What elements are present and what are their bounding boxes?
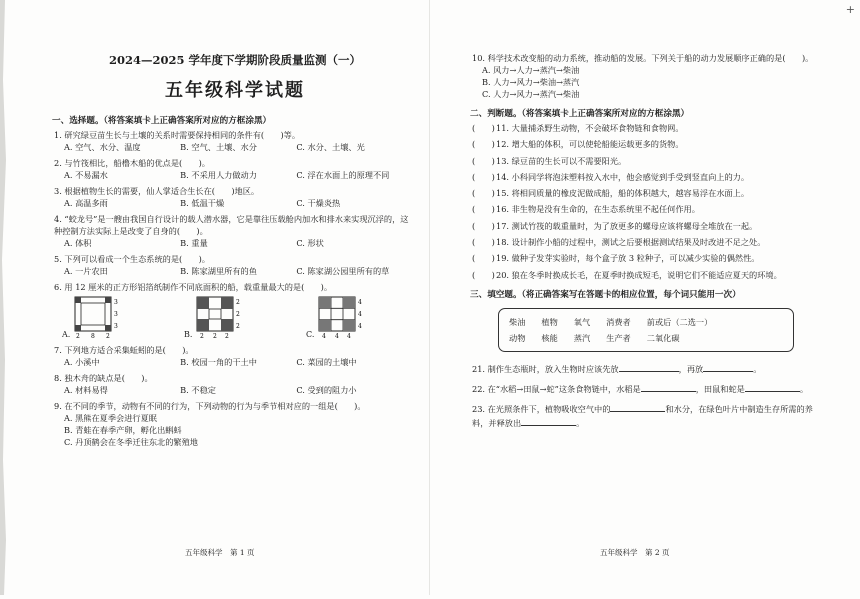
section-heading: 一、选择题。（将答案填卡上正确答案所对应的方框涂黑）	[52, 116, 272, 126]
dim-label: 8	[91, 333, 96, 339]
option: C. 陈家湖公园里所有的草	[296, 266, 390, 276]
option: A. 材料易得	[64, 385, 108, 395]
word-bank-row	[509, 314, 783, 330]
question: 6. 用 12 厘米的正方形铝箔纸制作不同底面积的船，载重量最大的是( )。 A. 3 3 3 2 8 2 B. 2 2 2 2 2 2 C. 4 4 4 4 4 4	[54, 281, 416, 339]
dim-label: 4	[322, 333, 327, 339]
page-1	[0, 0, 430, 595]
word: 柴油	[509, 316, 526, 327]
judgment-item: ( ) 14. 小科同学将泡沫塑料按入水中，他会感觉到手受到竖直向上的力。	[472, 171, 750, 182]
question: 7. 下列地方适合采集蚯蚓的是( )。 A. 小溪中 B. 校园一角的干土中 C. 菜园的土壤中	[54, 344, 416, 368]
option: B. 青蛙在春季产卵，孵化出蝌蚪	[64, 425, 182, 435]
judgment-item: ( ) 17. 测试竹筏的载重量时，为了放更多的螺母应该将螺母全堆放在一起。	[472, 220, 758, 231]
dim-label: 4	[358, 299, 363, 306]
dim-label: 2	[236, 323, 241, 330]
option: B. 空气、土壤、水分	[180, 142, 257, 152]
dim-label: 4	[335, 333, 340, 339]
question: 8. 独木舟的缺点是( )。 A. 材料易得 B. 不稳定 C. 受到的阻力小	[54, 372, 416, 396]
section-heading: 三、填空题。（将正确答案写在答题卡的相应位置，每个词只能用一次）	[470, 289, 741, 300]
option: A. 风力→人力→蒸汽→柴油	[482, 65, 580, 75]
question: 3. 根据植物生长的需要，仙人掌适合生长在( )地区。 A. 高温多雨 B. 低温干燥 C. 干燥炎热	[54, 185, 416, 209]
figure-c: C. 4 4 4 4 4 4	[306, 295, 414, 339]
dim-label: 3	[114, 311, 119, 318]
question: 10. 科学技术改变船的动力系统，推动船的发展。下列关于船的动力发展顺序正确的是( )。 A. 风力→人力→蒸汽→柴油 B. 人力→风力→柴油→蒸汽 C. 人力→风力→蒸汽→柴油	[472, 52, 820, 100]
dim-label: 2	[76, 333, 81, 339]
figure-b: B. 2 2 2 2 2 2	[184, 295, 292, 339]
dim-label: 4	[358, 311, 363, 318]
word: 氧气	[573, 316, 591, 327]
option: B. 不采用人力做动力	[180, 170, 257, 180]
question: 9. 在不同的季节，动物有不同的行为，下列动物的行为与季节相对应的一组是( )。 A. 黑熊在夏季会进行夏眠 B. 青蛙在春季产卵，孵化出蝌蚪 C. 丹顶鹤会在冬季迁往东北的繁殖地	[54, 400, 416, 448]
option: C. 受到的阻力小	[296, 385, 357, 395]
section-heading: 二、判断题。（将答案填卡上正确答案所对应的方框涂黑）	[470, 109, 690, 119]
option: A. 体积	[64, 238, 92, 248]
dim-label: 2	[200, 333, 205, 339]
square-foil-diagram-a	[72, 295, 134, 339]
dim-label: 2	[236, 299, 241, 306]
dim-label: 2	[225, 333, 230, 339]
question: 5. 下列可以看成一个生态系统的是( )。 A. 一片农田 B. 陈家湖里所有的鱼 C. 陈家湖公园里所有的草	[54, 253, 416, 277]
answer-blank[interactable]	[610, 402, 665, 412]
word: 蒸汽	[573, 332, 591, 343]
answer-blank[interactable]	[619, 362, 679, 372]
answer-blank[interactable]	[745, 382, 800, 392]
option: A. 黑熊在夏季会进行夏眠	[64, 413, 157, 423]
answer-blank[interactable]	[521, 416, 576, 426]
exam-header: 2024—2025 学年度下学期阶段质量监测（一）	[108, 53, 361, 67]
option: B. 低温干燥	[180, 198, 225, 208]
option: B. 陈家湖里所有的鱼	[180, 266, 257, 276]
judgment-item: ( ) 11. 大量捕杀野生动物，不会破坏食物链和食物网。	[472, 123, 684, 133]
option: C. 人力→风力→蒸汽→柴油	[482, 89, 580, 99]
word: 二氧化碳	[646, 332, 680, 343]
word: 核能	[541, 332, 558, 343]
dim-label: 2	[213, 333, 218, 339]
option: A. 不易漏水	[64, 170, 108, 180]
option: C. 菜园的土壤中	[296, 357, 357, 367]
word-bank	[498, 308, 794, 352]
dim-label: 4	[347, 333, 352, 339]
question: 1. 研究绿豆苗生长与土壤的关系时需要保持相同的条件有( )等。 A. 空气、水分、温度 B. 空气、土壤、水分 C. 水分、土壤、光	[54, 129, 416, 153]
dim-label: 2	[106, 333, 111, 339]
fill-question: 21. 制作生态瓶时，放入生物时应该先放 ，再放 。	[472, 363, 762, 374]
word: 消费者	[606, 316, 631, 327]
option: B. 重量	[180, 238, 208, 248]
square-foil-diagram-b	[194, 295, 256, 339]
answer-blank[interactable]	[703, 362, 753, 372]
figure-a: A. 3 3 3 2 8 2	[62, 295, 170, 339]
dim-label: 4	[358, 323, 363, 330]
option: A. 空气、水分、温度	[64, 142, 141, 152]
word: 植物	[541, 316, 558, 327]
exam-title: 五年级科学试题	[165, 80, 305, 101]
answer-blank[interactable]	[641, 382, 696, 392]
option: C. 水分、土壤、光	[296, 142, 365, 152]
option: B. 校园一角的干土中	[180, 357, 257, 367]
word-bank-row	[509, 330, 783, 346]
option: B. 人力→风力→柴油→蒸汽	[482, 77, 580, 87]
option: A. 高温多雨	[64, 198, 108, 208]
dim-label: 2	[236, 311, 241, 318]
plus-icon: +	[845, 3, 855, 16]
judgment-item: ( ) 15. 将相同质量的橡皮泥做成船，船的体积越大，越容易浮在水面上。	[472, 188, 750, 199]
judgment-item: ( ) 16. 非生物是没有生命的，在生态系统里不起任何作用。	[472, 204, 700, 215]
option: A. 一片农田	[64, 266, 108, 276]
option: B. 不稳定	[180, 385, 216, 395]
boat-figures	[54, 295, 416, 339]
option: A. 小溪中	[64, 357, 100, 367]
fill-question: 23. 在光照条件下，植物吸收空气中的 和水分，在绿色叶片中制造生存所需的养料，并释放出 。	[472, 403, 813, 428]
word: 前或后（二选一）	[646, 316, 713, 327]
dim-label: 3	[114, 299, 119, 306]
square-foil-diagram-c	[316, 295, 378, 339]
option: C. 干燥炎热	[296, 198, 341, 208]
word: 生产者	[606, 332, 631, 343]
option: C. 形状	[296, 238, 324, 248]
question: 4. “蛟龙号”是一艘由我国自行设计的载人潜水器，它是靠往压载舱内加水和排水来实现沉浮的，这种控制方法实际上是改变了自身的( )。 A. 体积 B. 重量 C. 形状	[54, 213, 416, 249]
word: 动物	[509, 332, 526, 343]
page-2	[430, 0, 860, 595]
judgment-item: ( ) 20. 狼在冬季时换成长毛，在夏季时换成短毛，说明它们不能适应夏天的环境。	[472, 269, 782, 280]
option: C. 丹顶鹤会在冬季迁往东北的繁殖地	[64, 437, 198, 447]
question: 2. 与竹筏相比，船橹木船的优点是( )。 A. 不易漏水 B. 不采用人力做动力 C. 浮在水面上的原理不同	[54, 157, 416, 181]
judgment-item: ( ) 18. 设计制作小船的过程中，测试之后要根据测试结果及时改进不足之处。	[472, 237, 766, 248]
judgment-item: ( ) 13. 绿豆苗的生长可以不需要阳光。	[472, 155, 627, 166]
fill-question: 22. 在“水稻→田鼠→蛇”这条食物链中，水稻是 ，田鼠和蛇是 。	[472, 383, 809, 394]
dim-label: 3	[114, 323, 119, 330]
option: C. 浮在水面上的原理不同	[296, 170, 390, 180]
page-footer: 五年级科学 第 2 页	[600, 548, 670, 557]
judgment-item: ( ) 12. 增大船的体积，可以使轮船能运载更多的货物。	[472, 139, 684, 150]
judgment-item: ( ) 19. 做种子发芽实验时，每个盒子放 3 粒种子，可以减少实验的偶然性。	[472, 253, 760, 264]
page-footer: 五年级科学 第 1 页	[185, 548, 255, 557]
